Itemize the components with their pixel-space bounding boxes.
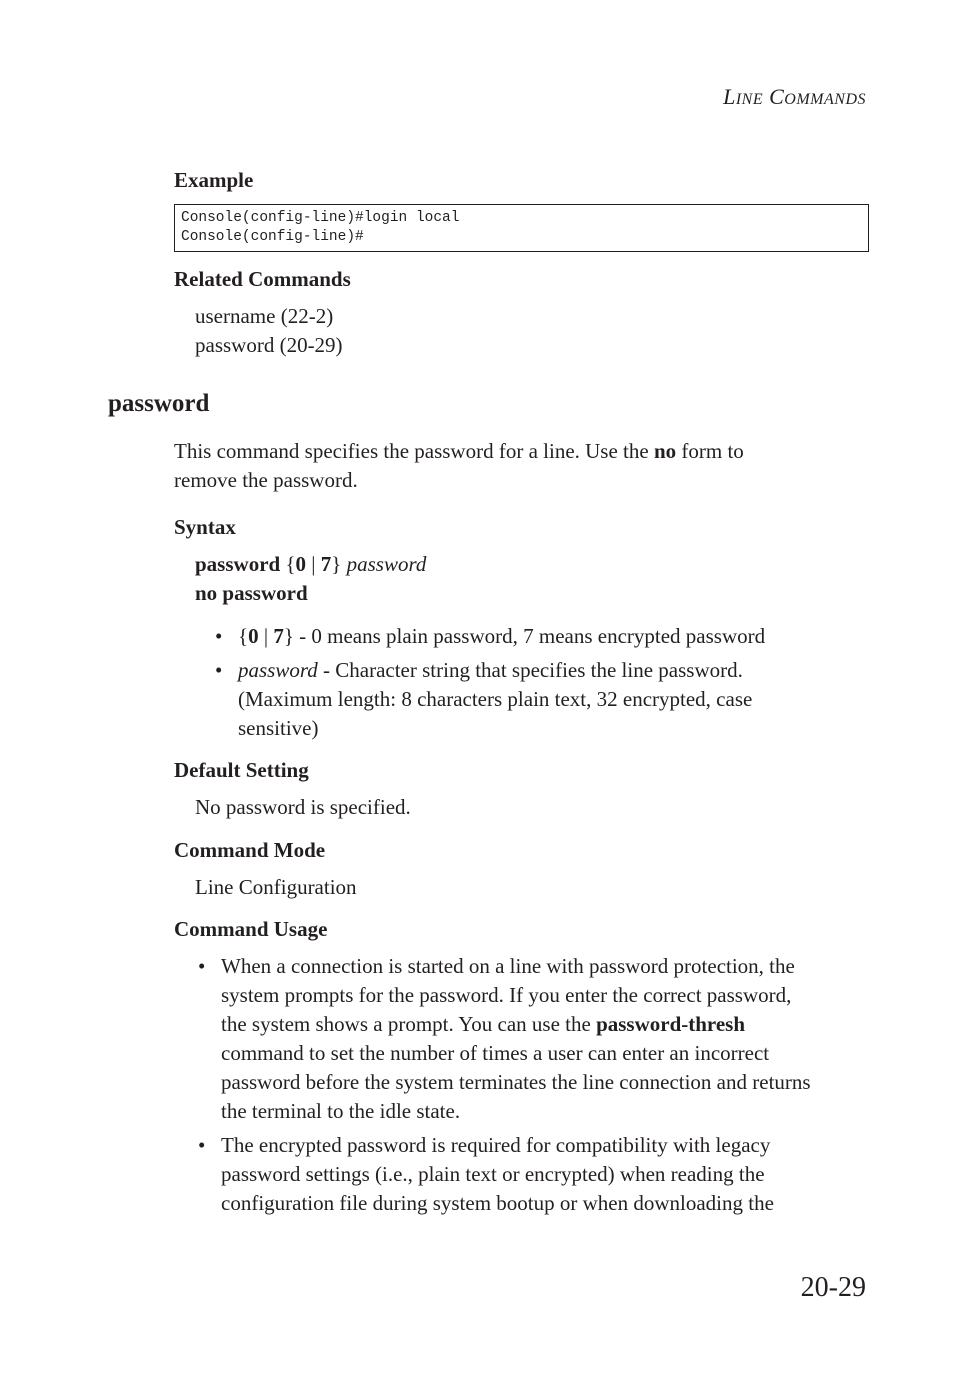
usage-line: The encrypted password is required for compatibility with legacy	[221, 1133, 771, 1157]
usage-line: system prompts for the password. If you enter the correct password,	[221, 983, 792, 1007]
page-number: 20-29	[800, 1272, 866, 1303]
syntax-brace: }	[331, 552, 347, 576]
param-line: sensitive)	[238, 716, 319, 740]
syntax-no-form: no password	[195, 581, 308, 605]
usage-line	[221, 1010, 881, 1039]
command-mode-heading: Command Mode	[174, 838, 326, 862]
param-option: 0	[248, 624, 259, 648]
syntax-separator: |	[306, 552, 321, 576]
usage-keyword: password-thresh	[596, 1012, 746, 1036]
usage-line: When a connection is started on a line with password protection, the	[221, 954, 795, 978]
running-header-part: OMMANDS	[784, 91, 866, 108]
intro-keyword: no	[653, 439, 677, 463]
param-brace: }	[283, 624, 294, 648]
param-description: - 0 means plain password, 7 means encrypted password	[293, 624, 766, 648]
running-header	[723, 84, 866, 110]
code-line: Console(config-line)#login local	[181, 210, 460, 226]
example-code-box	[174, 204, 869, 252]
param-separator: |	[258, 624, 274, 648]
example-heading: Example	[174, 168, 254, 192]
list-item	[215, 656, 878, 743]
syntax-brace: {	[280, 552, 296, 576]
section-intro	[174, 437, 874, 495]
syntax-option: 7	[320, 552, 332, 576]
syntax-line	[195, 579, 426, 608]
intro-text: form to	[676, 439, 744, 463]
bullet-icon: •	[215, 624, 223, 648]
syntax-line	[195, 550, 426, 579]
parameter-list	[215, 622, 878, 743]
list-item	[215, 622, 878, 651]
param-line: (Maximum length: 8 characters plain text, 32 encrypted, case	[238, 687, 753, 711]
syntax-option: 0	[295, 552, 307, 576]
list-item	[198, 1131, 881, 1218]
list-item	[198, 952, 881, 1126]
bullet-icon: •	[198, 954, 206, 978]
intro-line: remove the password.	[174, 468, 358, 492]
bullet-icon: •	[198, 1133, 206, 1157]
related-commands-heading: Related Commands	[174, 267, 351, 291]
param-option: 7	[273, 624, 284, 648]
usage-line: command to set the number of times a user can enter an incorrect	[221, 1041, 770, 1065]
usage-list	[198, 952, 881, 1218]
running-header-part: INE	[735, 91, 764, 108]
syntax-command: password	[195, 552, 281, 576]
running-header-part: L	[723, 84, 736, 109]
param-line	[238, 656, 878, 685]
param-argument: password	[238, 658, 318, 682]
intro-line	[174, 437, 874, 466]
section-title: password	[108, 390, 210, 417]
usage-line: password before the system terminates the line connection and returns	[221, 1070, 811, 1094]
related-commands-list	[195, 302, 343, 360]
syntax-block	[195, 550, 426, 608]
usage-text: the system shows a prompt. You can use the	[221, 1012, 597, 1036]
intro-text: This command specifies the password for a line. Use the	[174, 439, 654, 463]
syntax-argument: password	[346, 552, 427, 576]
related-command-link[interactable]: username (22-2)	[195, 304, 334, 328]
syntax-heading: Syntax	[174, 515, 236, 539]
default-setting-heading: Default Setting	[174, 758, 309, 782]
param-brace: {	[238, 624, 249, 648]
related-command-link[interactable]: password (20-29)	[195, 333, 343, 357]
command-usage-heading: Command Usage	[174, 917, 328, 941]
usage-line: configuration file during system bootup or when downloading the	[221, 1191, 774, 1215]
usage-line: the terminal to the idle state.	[221, 1099, 461, 1123]
bullet-icon: •	[215, 658, 223, 682]
usage-line: password settings (i.e., plain text or encrypted) when reading the	[221, 1162, 765, 1186]
code-line: Console(config-line)#	[181, 229, 364, 245]
default-setting-text: No password is specified.	[195, 795, 411, 819]
running-header-part: C	[769, 84, 785, 109]
command-mode-text: Line Configuration	[195, 875, 357, 899]
param-description: - Character string that specifies the line password.	[317, 658, 743, 682]
